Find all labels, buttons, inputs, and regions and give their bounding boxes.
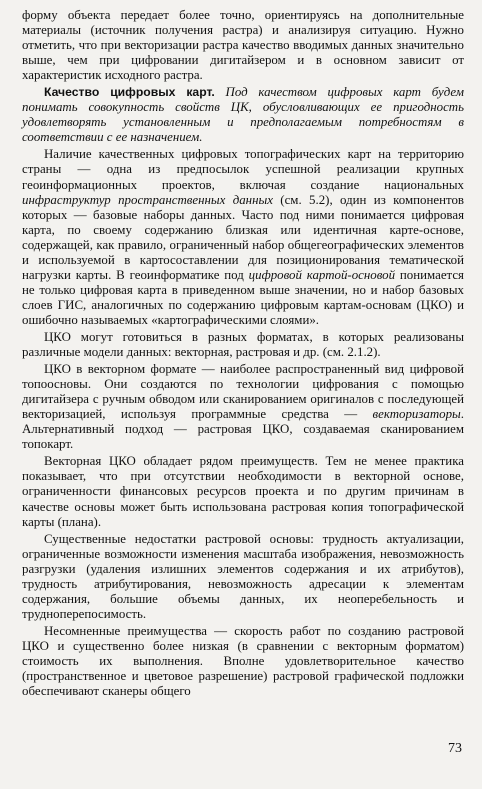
paragraph bbox=[22, 8, 464, 83]
italic-term: векторизаторы bbox=[372, 407, 461, 422]
text-run: . Альтернативный подход — растровая ЦКО, создаваемая сканированием топокарт. bbox=[22, 407, 464, 452]
text-run: (см. 5.2), один из компонентов которых — базовые наборы данных. Часто под ними понимается цифровая карта, по своему содержанию близкая или идентичная карте-основе, содержащей, как правило, ограниченный набор общегеографических элементов и используемой в картосоставлении для позиционирования тематической нагрузки карты. В геоинформатике под bbox=[22, 192, 464, 282]
italic-term: инфраструктур пространственных данных bbox=[22, 192, 273, 207]
paragraph bbox=[22, 147, 464, 328]
text-run: Существенные недостатки растровой основы: трудность актуализации, ограниченные возможности изменения масштаба изображения, невозможность разгрузки (удаления излишних элементов содержания и их атрибутов), трудность атрибутирования, невозможность адресации к элементам содержания, большие объемы данных, их неоперебельность и трудноперепосимость. bbox=[22, 531, 464, 621]
page-number: 73 bbox=[448, 741, 462, 756]
italic-term: Под качеством цифровых карт будем понимать совокупность свойств ЦК, обусловливающих ее пригодность удовлетворять установленным и предполагаемым потребностям в соответствии с ее назначением. bbox=[22, 85, 465, 145]
paragraph bbox=[22, 330, 464, 360]
paragraph bbox=[22, 532, 464, 622]
paragraph bbox=[22, 624, 464, 699]
text-run: форму объекта передает более точно, ориентируясь на дополнительные материалы (источник получения растра) и анализируя ситуацию. Нужно отметить, что при векторизации растра качество вводимых данных значительно выше, чем при цифровании дигитайзером и в основном зависит от характеристик исходного растра. bbox=[22, 8, 464, 83]
text-run bbox=[215, 85, 226, 99]
section-run-in-heading: Качество цифровых карт. bbox=[44, 85, 215, 100]
text-run: Несомненные преимущества — скорость работ по созданию растровой ЦКО и существенно более низкая (в сравнении с векторным форматом) стоимость их выполнения. Вполне удовлетворительное качество (пространственное и цветовое разрешение) растровой графической подложки обеспечивают сканеры общего bbox=[22, 623, 464, 699]
text-run: ЦКО в векторном формате — наиболее распространенный вид цифровой топоосновы. Они создаются по технологии цифрования с помощью дигитайзера с ручным обводом или сканированием оригиналов с последующей векторизацией, используя программные средства — bbox=[22, 362, 464, 422]
paragraph bbox=[22, 454, 464, 529]
text-body bbox=[22, 8, 464, 699]
text-run: понимается не только цифровая карта в приведенном выше значении, но и набор базовых слоев ГИС, аналогичных по содержанию цифровым картам-основам (ЦКО) и ошибочно называемых «картографическими слоями». bbox=[22, 267, 464, 327]
text-run: Наличие качественных цифровых топографических карт на территорию страны — одна из предпосылок успешной реализации крупных геоинформационных проектов, включая создание национальных bbox=[22, 147, 464, 192]
paragraph bbox=[22, 362, 464, 452]
paragraph bbox=[22, 85, 464, 145]
italic-term: цифровой картой-основой bbox=[248, 267, 396, 282]
text-run: ЦКО могут готовиться в разных форматах, в которых реализованы различные модели данных: векторная, растровая и др. (см. 2.1.2). bbox=[22, 329, 464, 360]
text-run: Векторная ЦКО обладает рядом преимуществ. Тем не менее практика показывает, что при отсутствии необходимости в векторной основе, ограниченности финансовых ресурсов проекта и по другим причинам в качестве основы может быть использована растровая копия топографической карты (плана). bbox=[22, 454, 464, 529]
